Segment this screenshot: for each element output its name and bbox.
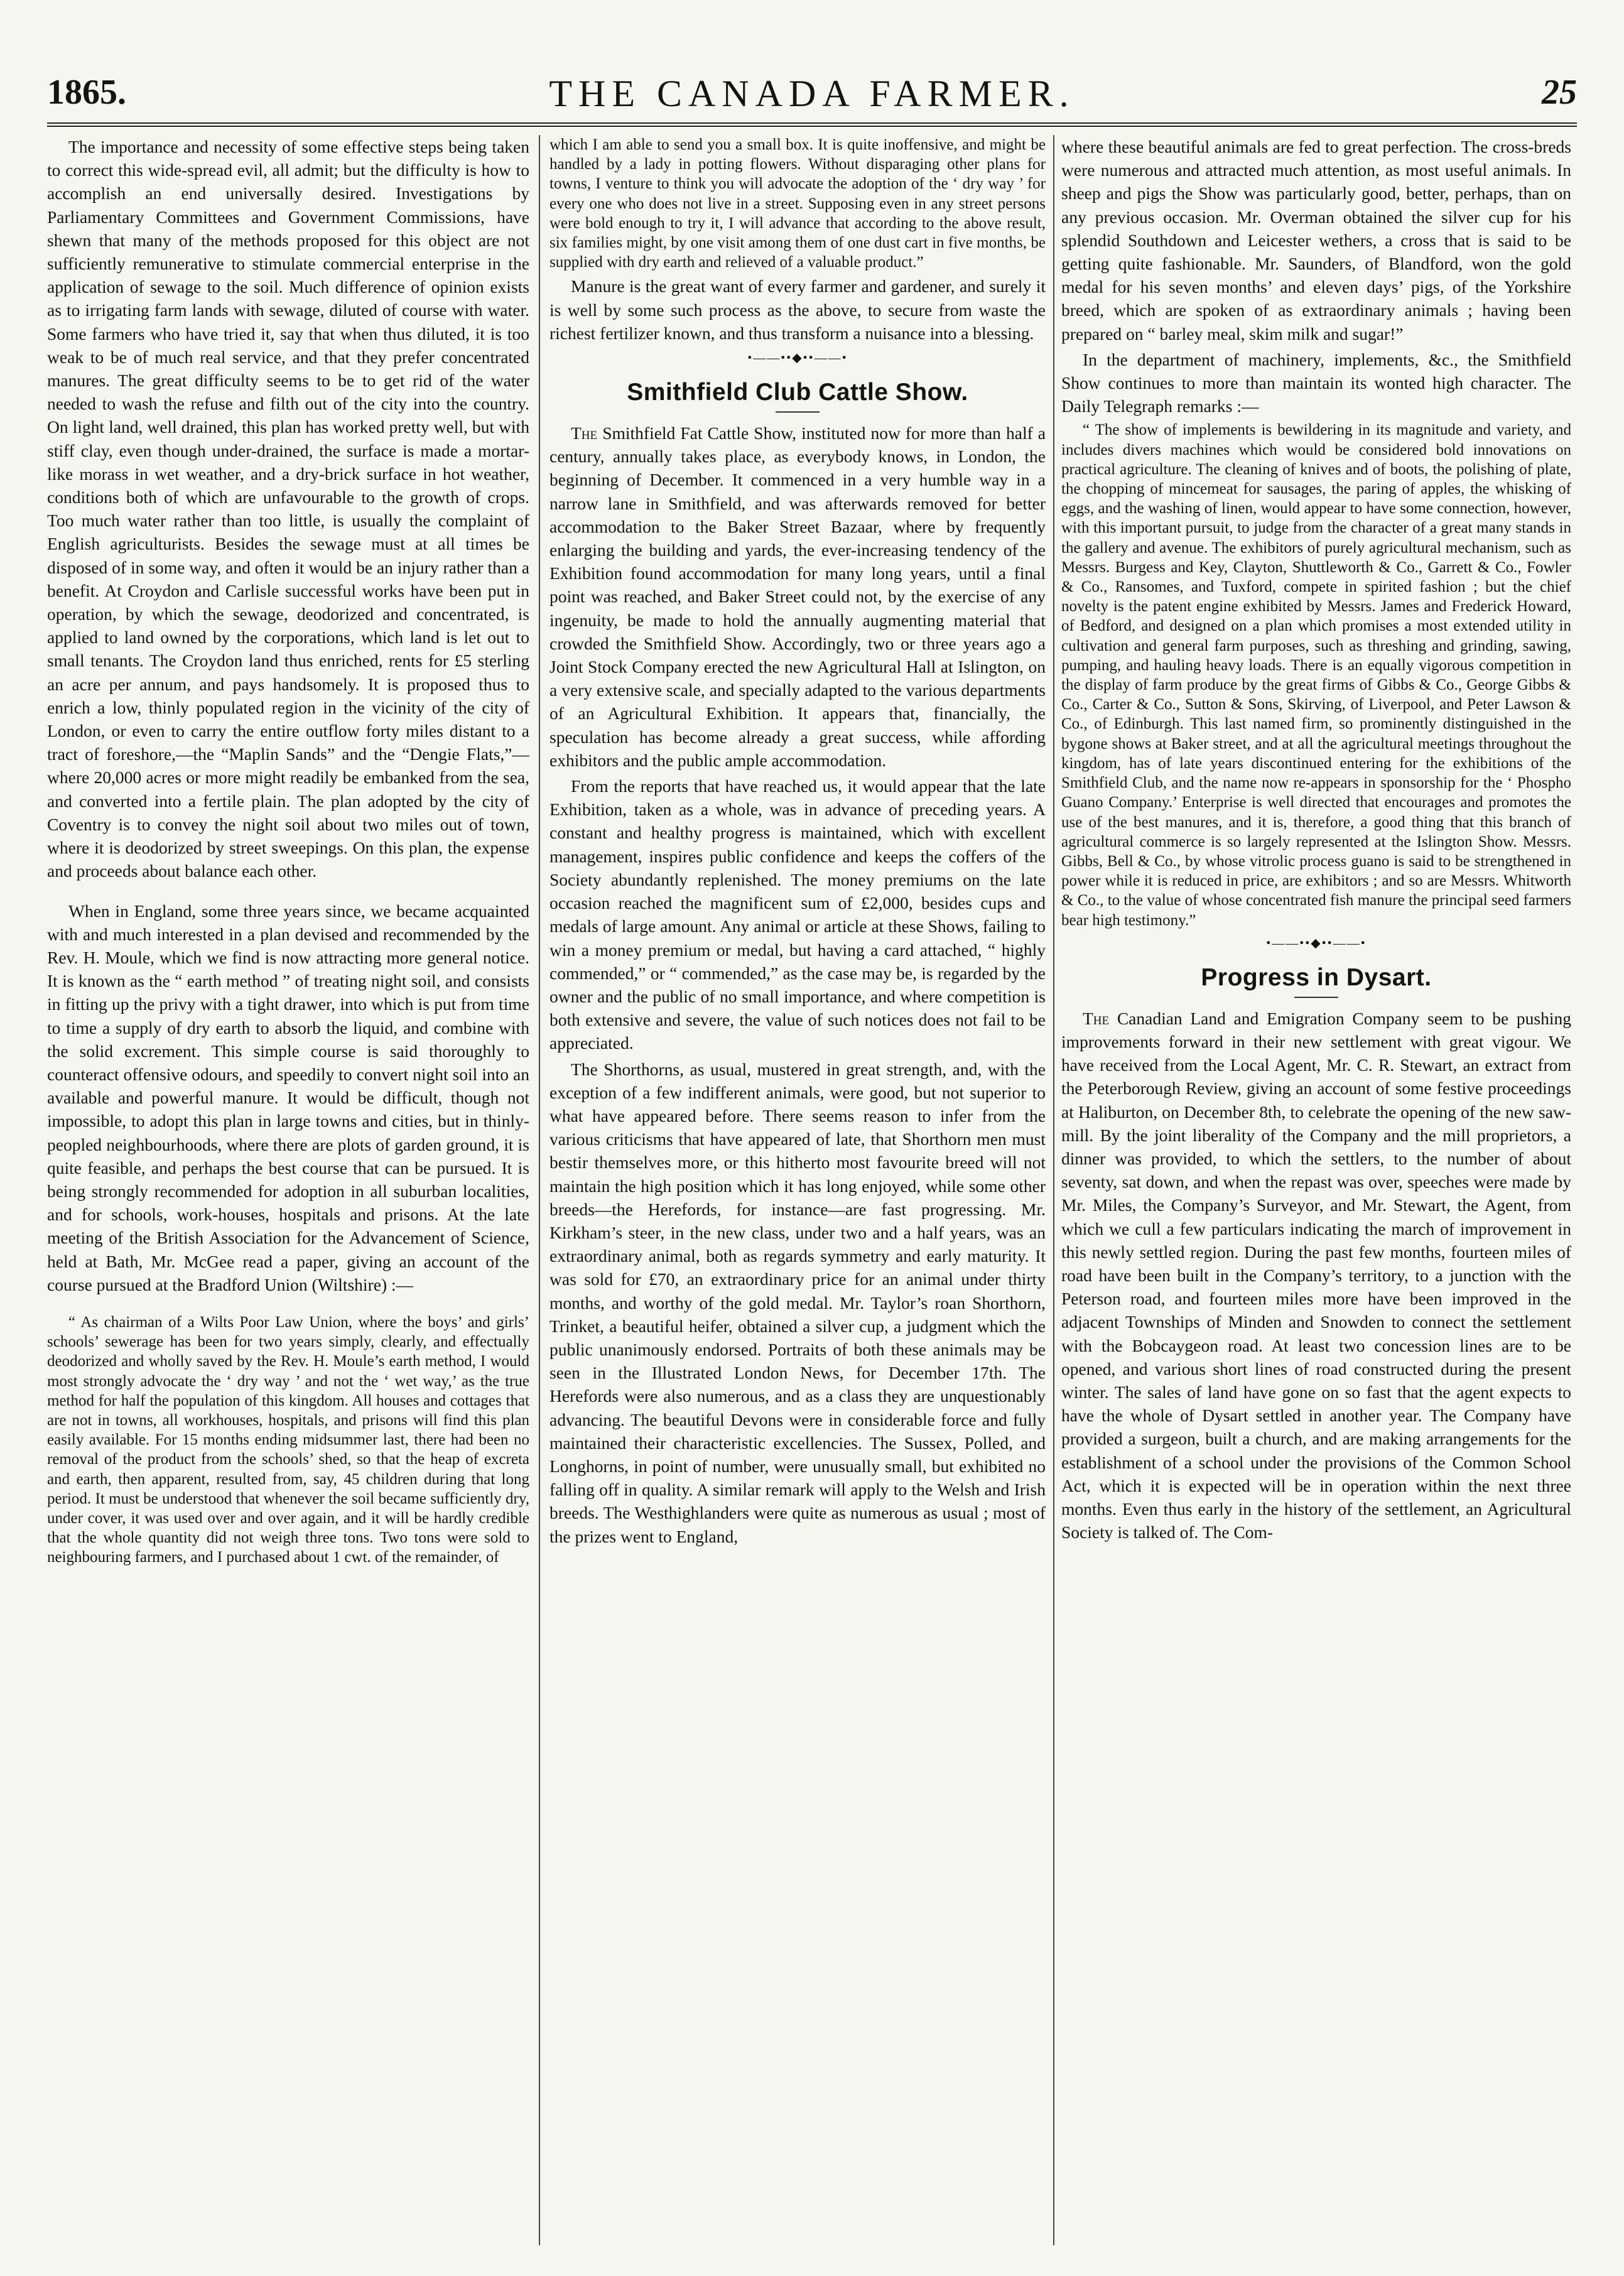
masthead — [47, 72, 1577, 116]
issue-year: 1865. — [47, 73, 126, 112]
column-divider-2 — [1053, 135, 1054, 2245]
section-ornament: •——••◆••——• — [747, 351, 848, 366]
lead-word: The — [571, 423, 598, 443]
quoted-letter-continued: which I am able to send you a small box. It is quite inoffensive, and might be handled by a lady in potting flowers. Without disparaging other plans for towns, I venture to think you will advocate the adoption of the ‘ dry way ’ for every one who does not live in a street. Supposing even in any street persons were bold enough to try it, I will advance that according to the above result, six families might, by one visit among them of one dust cart in five months, be supplied with dry earth and relieved of a valuable product.” — [549, 136, 1046, 271]
article-paragraph: where these beautiful animals are fed to great perfection. The cross-breds were numerous and attracted much attention, as most useful animals. In sheep and pigs the Show was particularly good, better, perhaps, than on any previous occasion. Mr. Overman obtained the silver cup for his splendid Southdown and Leicester wethers, a cross that is said to be getting quite fashionable. Mr. Saunders, of Blandford, won the gold medal for his seven months’ and eleven days’ pigs, of the Yorkshire breed, which are spoken of as extraordinary animals ; having been prepared on “ barley meal, skim milk and sugar!” — [1061, 137, 1571, 344]
article-paragraph: Manure is the great want of every farmer and gardener, and surely it is well by some such process as the above, to secure from waste the richest fertilizer known, and thus transform a nuisance into a blessing. — [549, 276, 1046, 343]
page-number: 25 — [1542, 73, 1577, 112]
masthead-rule — [47, 122, 1577, 127]
column-1 — [47, 135, 529, 2245]
section-ornament: •——••◆••——• — [1266, 936, 1367, 950]
section-heading-smithfield: Smithfield Club Cattle Show. — [627, 379, 968, 406]
heading-rule — [1294, 997, 1338, 998]
article-paragraph: The importance and necessity of some effective steps being taken to correct this wide-spread evil, all admit; but the difficulty is how to accomplish an end universally desired. Investigations by Parliamentary Committees and Government Commissions, have shewn that many of the methods proposed for this object are not sufficiently remunerative to stimulate commercial enterprise in the application of sewage to the soil. Much difference of opinion exists as to irrigating farm lands with sewage, diluted of course with water. Some farmers who have tried it, say that when thus diluted, it is too weak to be of much real service, and that they prefer concentrated manures. The great difficulty seems to be to get rid of the water needed to wash the refuse and filth out of the city into the country. On light land, well drained, this plan has worked pretty well, but with stiff clay, even though under-drained, the surface is made a mortar-like morass in wet weather, and a dry-brick surface in hot weather, conditions both of which are unfavourable to the growth of crops. Too much water rather than too little, is usually the complaint of English agriculturists. Besides the sewage must at all times be disposed of in some way, and often it would be an injury rather than a benefit. At Croydon and Carlisle successful works have been put in operation, by which the sewage, deodorized and concentrated, is applied to land owned by the corporations, which land is let out to small tenants. The Croydon land thus enriched, rents for £5 sterling an acre per annum, and pays handsomely. It is proposed thus to enrich a low, thinly populated region in the vicinity of the city of London, or even to carry the entire outflow forty miles distant to a tract of foreshore,—the “Maplin Sands” and the “Dengie Flats,”—where 20,000 acres or more might readily be embanked from the sea, and converted into a fertile plain. The plan adopted by the city of Coventry is to convey the night soil about two miles out of town, where it is deodorized by street sweepings. On this plan, the expense and proceeds about balance each other. — [47, 137, 529, 881]
quoted-passage: “ The show of implements is bewildering in its magnitude and variety, and includes divers machines which would be considered bold innovations on practical agriculture. The cleaning of knives and of boots, the polishing of plate, the chopping of mincemeat for sausages, the paring of apples, the whisking of eggs, and the washing of linen, would appear to have some connection, however, with this important pursuit, to judge from the character of a great many stands in the gallery and avenue. The exhibitors of purely agricultural mechanism, such as Messrs. Burgess and Key, Clayton, Shuttleworth & Co., Garrett & Co., Fowler & Co., Ransomes, and Tuxford, compete in spirited fashion ; but the chief novelty is the patent engine exhibited by Messrs. James and Frederick Howard, of Bedford, and designed on a plan which promises a most extended utility in cultivation and general farm purposes, such as threshing and grinding, sawing, pumping, and hauling heavy loads. There is an equally vigorous competition in the display of farm produce by the great firms of Gibbs & Co., George Gibbs & Co., Carter & Co., Sutton & Sons, Skirving, of Liverpool, and Peter Lawson & Co., of Edinburgh. This last named firm, so prominently distinguished in the bygone shows at Baker street, and at all the agricultural meetings throughout the kingdom, has of late years discontinued entering for the exhibitions of the Smithfield Club, and the name now re-appears in sponsorship for the ‘ Phospho Guano Company.’ Enterprise is well directed that encourages and promotes the use of the best manures, and it is, therefore, a good thing that this branch of agricultural commerce is so largely represented at the Islington Show. Messrs. Gibbs, Bell & Co., by whose vitrolic process guano is said to be strengthened in power while it is reduced in price, are exhibitors ; and so are Messrs. Whitworth & Co., to the value of whose concentrated fish manure the principal seed farmers bear high testimony.” — [1061, 421, 1571, 929]
article-paragraph: From the reports that have reached us, it would appear that the late Exhibition, taken as a whole, was in advance of preceding years. A constant and healthy progress is maintained, which with excellent management, inspires public confidence and keeps the coffers of the Society abundantly replenished. The money premiums on the late occasion reached the magnificent sum of £2,000, besides cups and medals of large amount. Any animal or article at these Shows, failing to win a money premium or medal, but having a card attached, “ highly commended,” or “ commended,” as the case may be, is regarded by the owner and the public of no small importance, and where competition is both extensive and severe, the value of such notices does not fail to be appreciated. — [549, 776, 1046, 1053]
section-heading-dysart: Progress in Dysart. — [1201, 963, 1432, 991]
paragraph-text: Canadian Land and Emigration Company seem to be pushing improvements forward in their new settlement with great vigour. We have received from the Local Agent, Mr. C. R. Stewart, an extract from the Peterborough Review, giving an account of some festive proceedings at Haliburton, on December 8th, to celebrate the opening of the new saw-mill. By the joint liberality of the Company and the mill proprietors, a dinner was provided, to which the settlers, to the number of about seventy, sat down, and when the repast was over, speeches were made by Mr. Miles, the Company’s Surveyor, and Mr. Stewart, the Agent, from which we cull a few particulars indicating the march of improvement in this newly settled region. During the past few months, fourteen miles of road have been built in the Company’s territory, to a junction with the Peterson road, and fourteen miles more have been improved in the adjacent Townships of Minden and Snowden to connect the settlement with the Bobcaygeon road. At least two concession lines are to be opened, and various short lines of road constructed during the present winter. The sales of land have gone on so fast that the agent expects to have the whole of Dysart settled in another year. The Company have provided a surgeon, built a church, and are making arrangements for the establishment of a school under the provisions of the Common School Act, which it is expected will be in operation within the next three months. Even thus early in the history of the settlement, an Agricultural Society is talked of. The Com- — [1061, 1008, 1571, 1542]
lead-word: The — [1083, 1008, 1110, 1028]
column-3 — [1061, 135, 1571, 2245]
article-paragraph — [549, 421, 1046, 772]
article-paragraph — [1061, 1007, 1571, 1544]
column-2 — [549, 135, 1046, 2245]
article-paragraph: In the department of machinery, implements, &c., the Smithfield Show continues to more than maintain its wonted high character. The Daily Telegraph remarks :— — [1061, 349, 1571, 416]
quoted-letter: “ As chairman of a Wilts Poor Law Union, where the boys’ and girls’ schools’ sewerage has been for two years simply, clearly, and effectually deodorized and wholly saved by the Rev. H. Moule’s earth method, I would most strongly advocate the ‘ dry way ’ and not the ‘ wet way,’ as the true method for half the population of this kingdom. All houses and cottages that are not in towns, all workhouses, hospitals, and prisons will find this plan easily available. For 15 months ending midsummer last, there had been no removal of the product from the schools’ shed, so that the heap of excreta and earth, then apparent, resulted from, say, 45 children during that long period. It must be understood that whenever the soil became sufficiently dry, under cover, it was used over and over again, and it will be hardly credible that the whole quantity did not weigh three tons. Two tons were sold to neighbouring farmers, and I purchased about 1 cwt. of the remainder, of — [47, 1313, 529, 1566]
heading-rule — [776, 411, 820, 413]
paragraph-text: Smithfield Fat Cattle Show, instituted now for more than half a century, annually takes place, as everybody knows, in London, the beginning of December. It commenced in a very humble way in a narrow lane in Smithfield, and was afterwards removed for better accommodation to the Baker Street Bazaar, where by frequently enlarging the building and yards, the ever-increasing tendency of the Exhibition found accommodation for many long years, until a final point was reached, and Baker Street could not, by the exercise of any ingenuity, be made to hold the annually augmenting material that crowded the Smithfield Show. Accordingly, two or three years ago a Joint Stock Company erected the new Agricultural Hall at Islington, on a very extensive scale, and specially adapted to the various departments of an Agricultural Exhibition. It appears that, financially, the speculation has become already a great success, while affording exhibitors and the public ample accommodation. — [549, 423, 1046, 770]
article-paragraph: The Shorthorns, as usual, mustered in great strength, and, with the exception of a few indifferent animals, were good, but not superior to what have appeared before. There seems reason to infer from the various criticisms that have appeared of late, that Shorthorn men must bestir themselves more, or this hitherto most favourite breed will not maintain the high position which it has long enjoyed, while some other breeds—the Herefords, for instance—are fast progressing. Mr. Kirkham’s steer, in the new class, under two and a half years, was an extraordinary animal, both as regards symmetry and early maturity. It was sold for £70, an extraordinary price for an animal under thirty months, and worthy of the gold medal. Mr. Taylor’s roan Shorthorn, Trinket, a beautiful heifer, obtained a silver cup, a judgment which the public unanimously endorsed. Portraits of both these animals may be seen in the Illustrated London News, for December 17th. The Herefords were also numerous, and as a class they are unquestionably advancing. The beautiful Devons were in considerable force and fully maintained their characteristic excellencies. The Sussex, Polled, and Longhorns, in point of number, were unusually small, but exhibited no falling off in quality. A similar remark will apply to the Welsh and Irish breeds. The Westhighlanders were quite as numerous as usual ; most of the prizes went to England, — [549, 1059, 1046, 1546]
article-paragraph: When in England, some three years since, we became acquainted with and much interested in a plan devised and recommended by the Rev. H. Moule, which we find is now attracting more general notice. It is known as the “ earth method ” of treating night soil, and consists in fitting up the privy with a tight drawer, into which is put from time to time a supply of dry earth to absorb the liquid, and combine with the solid excrement. This simple course is said thoroughly to counteract offensive odours, and speedily to convert night soil into an available and powerful manure. It would be difficult, though not impossible, to adopt this plan in large towns and cities, but in thinly-peopled neighbourhoods, where there are plots of garden ground, it is quite feasible, and perhaps the best course that can be pursued. It is being strongly recommended for adoption in all suburban localities, and for schools, work-houses, hospitals and prisons. At the late meeting of the British Association for the Advancement of Science, held at Bath, Mr. McGee read a paper, giving an account of the course pursued at the Bradford Union (Wiltshire) :— — [47, 901, 529, 1294]
column-divider-1 — [539, 135, 540, 2245]
newspaper-title: THE CANADA FARMER. — [549, 73, 1075, 114]
